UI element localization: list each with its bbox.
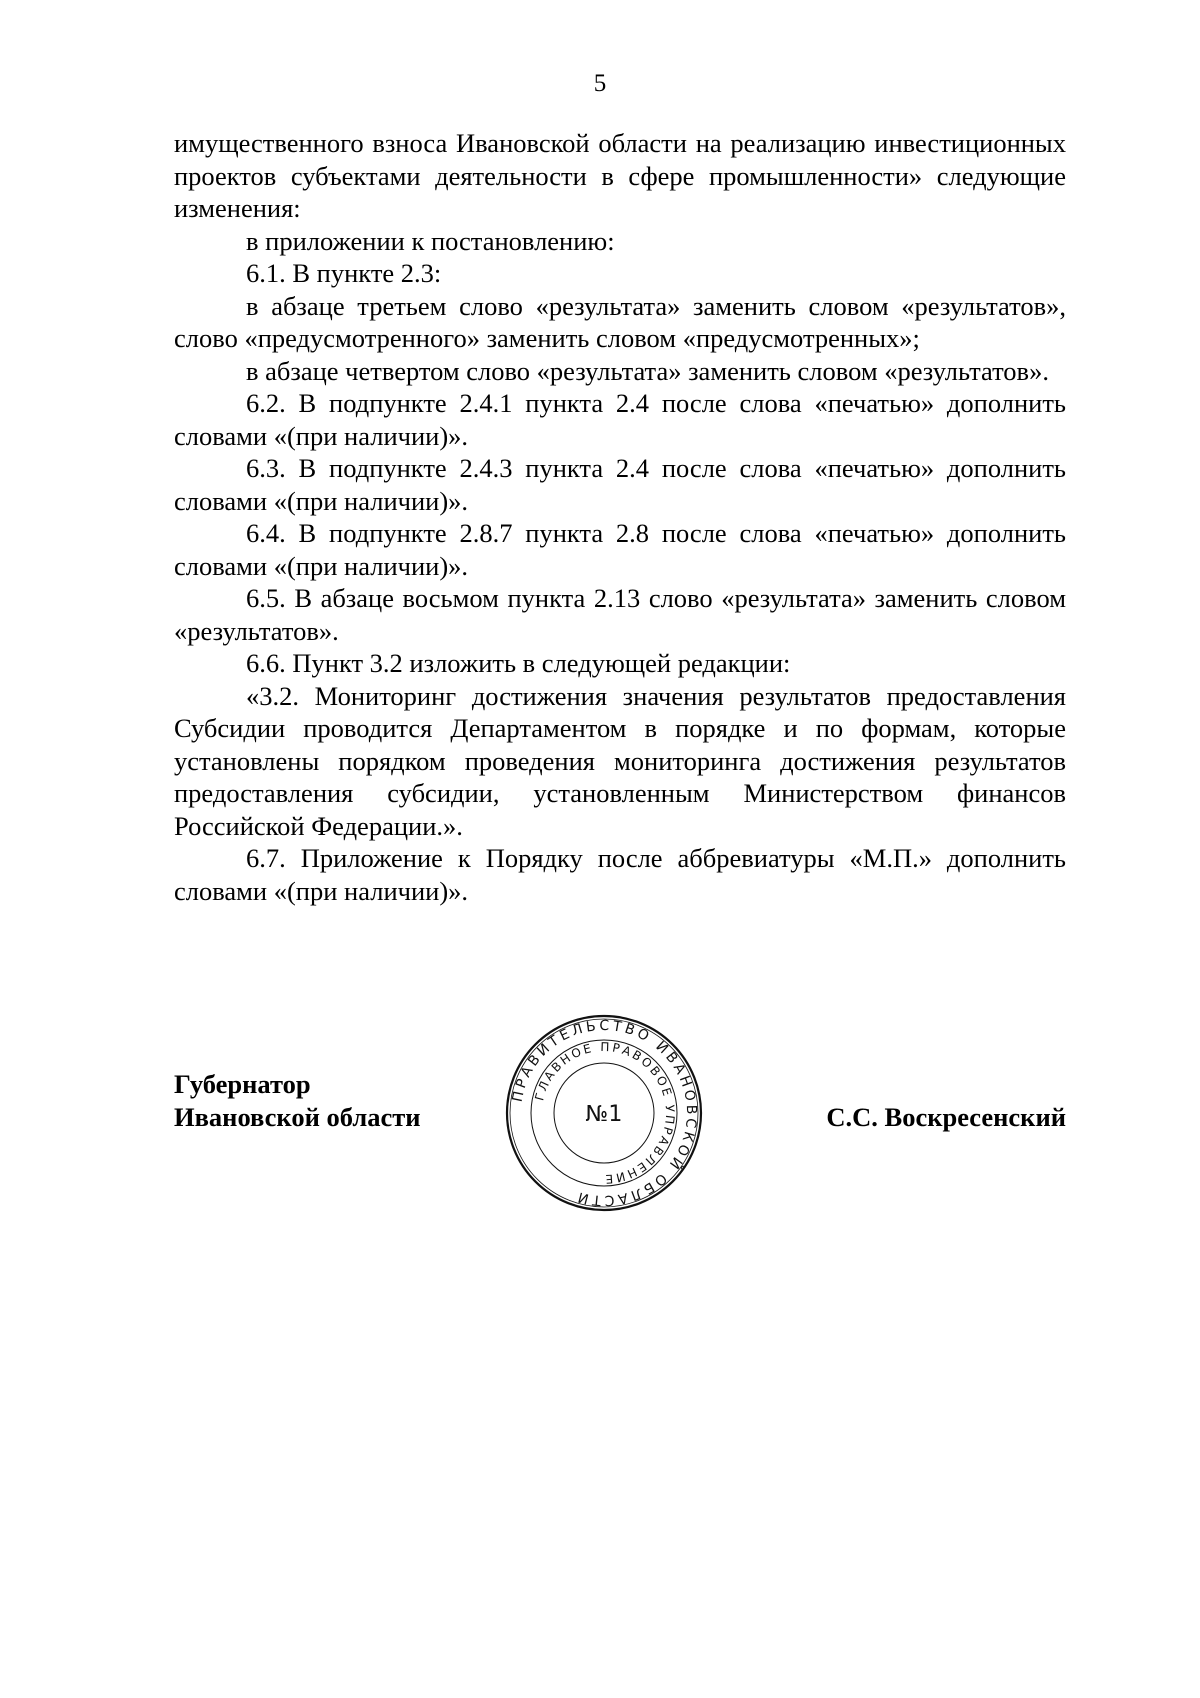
paragraph: 6.2. В подпункте 2.4.1 пункта 2.4 после слова «печатью» дополнить словами «(при наличии)». <box>174 388 1066 451</box>
signatory-name: С.С. Воскресенский <box>826 1101 1066 1132</box>
seal-inner-text: ГЛАВНОЕ ПРАВОВОЕ УПРАВЛЕНИЕ <box>532 1039 678 1187</box>
seal-outer-text: ПРАВИТЕЛЬСТВО ИВАНОВСКОЙ ОБЛАСТИ <box>509 1017 700 1209</box>
paragraph: 6.6. Пункт 3.2 изложить в следующей редакции: <box>246 648 791 678</box>
official-seal <box>504 1013 704 1213</box>
page-number: 5 <box>593 70 607 97</box>
paragraph: 6.1. В пункте 2.3: <box>246 258 442 288</box>
paragraph: 6.3. В подпункте 2.4.3 пункта 2.4 после слова «печатью» дополнить словами «(при наличии)». <box>174 453 1066 516</box>
paragraph: в абзаце четвертом слово «результата» заменить словом «результатов». <box>246 355 1049 386</box>
paragraph: 6.4. В подпункте 2.8.7 пункта 2.8 после слова «печатью» дополнить словами «(при наличии)». <box>174 518 1066 581</box>
signatory-title <box>174 1068 421 1133</box>
paragraph: 6.7. Приложение к Порядку после аббревиатуры «М.П.» дополнить словами «(при наличии)». <box>174 843 1066 906</box>
signatory-title-line: Ивановской области <box>174 1101 421 1132</box>
paragraph: в абзаце третьем слово «результата» заменить словом «результатов», слово «предусмотренного» заменить словом «предусмотренных»; <box>174 290 1066 353</box>
paragraph-continuation: имущественного взноса Ивановской области на реализацию инвестиционных проектов субъектами деятельности в сфере промышленности» следующие изменения: <box>174 128 1066 223</box>
paragraph: 6.5. В абзаце восьмом пункта 2.13 слово «результата» заменить словом «результатов». <box>174 583 1066 646</box>
signatory-title-line: Губернатор <box>174 1069 311 1099</box>
document-body <box>174 127 1066 907</box>
paragraph: «3.2. Мониторинг достижения значения результатов предоставления Субсидии проводится Департаментом в порядке и по формам, которые установлены порядком проведения мониторинга достижения результатов предоставления субсидии, установленным Министерством финансов Российской Федерации.». <box>174 680 1066 841</box>
paragraph: в приложении к постановлению: <box>246 225 615 256</box>
seal-center-number: №1 <box>585 1102 623 1127</box>
